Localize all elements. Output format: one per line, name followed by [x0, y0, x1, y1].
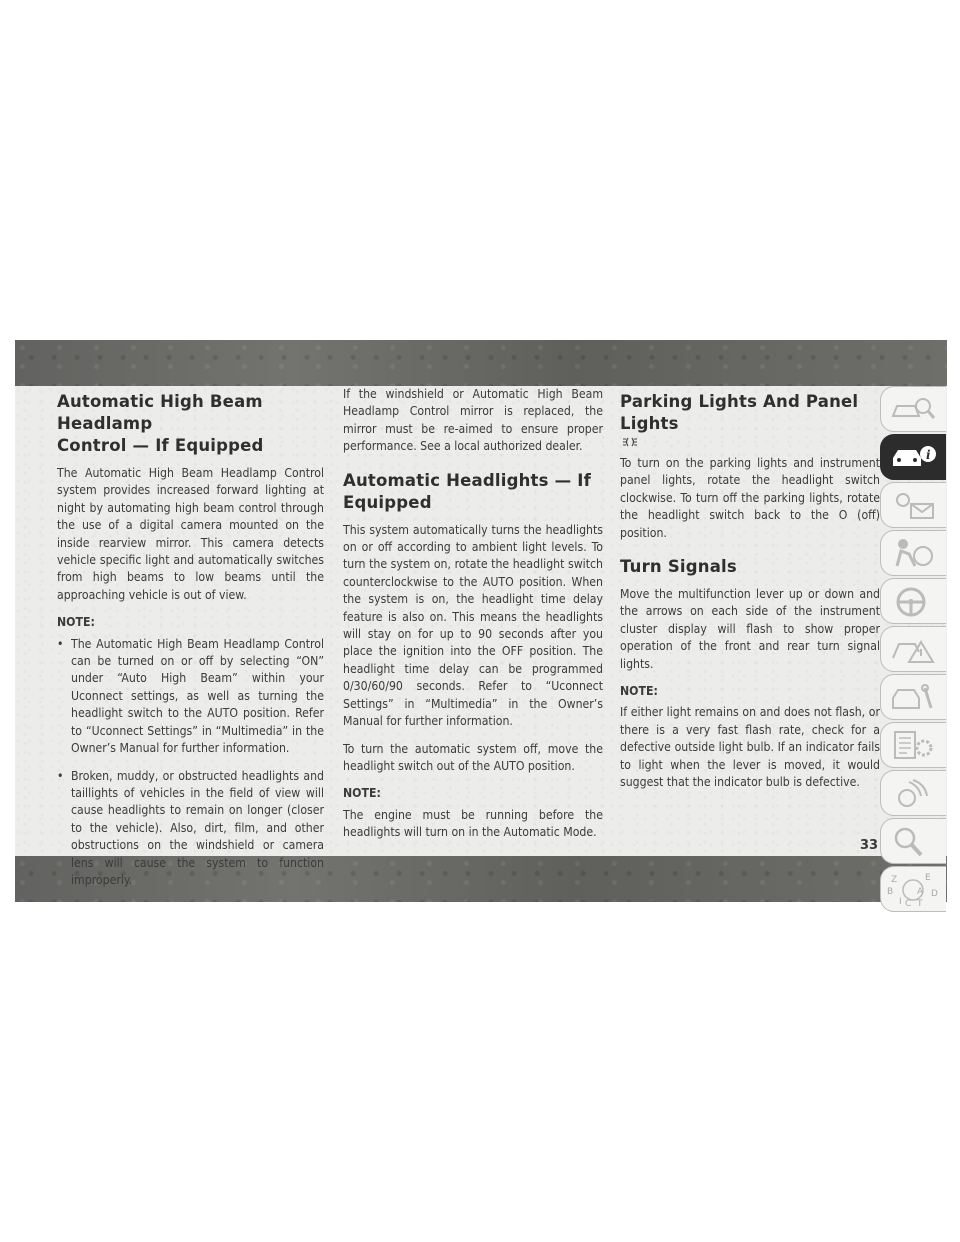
roadside-emergency-icon: [887, 632, 939, 668]
tab-starting-and-operating[interactable]: [880, 578, 946, 624]
middle-column: [343, 386, 603, 852]
index-letter: A: [917, 887, 924, 897]
tab-warning-lights[interactable]: [880, 482, 946, 528]
tab-index[interactable]: [880, 866, 946, 912]
tab-safety[interactable]: [880, 530, 946, 576]
left-column: [57, 391, 324, 899]
tab-getting-to-know-instrument-panel[interactable]: [880, 434, 946, 480]
steering-wheel-icon: [887, 584, 939, 620]
right-column: [620, 391, 880, 802]
airbag-safety-icon: [887, 536, 939, 572]
title-line-1: Automatic Headlights — If: [343, 470, 591, 490]
title-line-1: Automatic High Beam Headlamp: [57, 392, 263, 433]
note-text: The engine must be running before the headlights will turn on in the Automatic Mode.: [343, 807, 603, 840]
index-letter: C: [905, 899, 912, 908]
section-title-auto-high-beam: [57, 391, 324, 457]
note-label: NOTE:: [620, 684, 658, 699]
note-text: If either light remains on and does not flash, or there is a very fast flash rate, check for a defective outside light bulb. If an indicator fails to light when the lever is moved, it would suggest that the indicator bulb is defective.: [620, 705, 880, 790]
auto-high-beam-intro: The Automatic High Beam Headlamp Control system provides increased forward lighting at night by automating high beam control through the use of a digital camera mounted on the inside rearview mirror. This camera detects vehicle specific light and automatically switches from high beams to low beams until the approaching vehicle is out of view.: [57, 466, 324, 602]
list-item: • Broken, muddy, or obstructed headlights and taillights of vehicles in the field of view will cause headlights to remain on longer (closer to the vehicle). Also, dirt, film, and other obstructions on the windshield or camera lens will cause the system to function improperly.: [57, 768, 324, 890]
parking-lights-icon: [622, 437, 638, 447]
index-letter: T: [917, 899, 923, 908]
tab-servicing-and-maintenance[interactable]: [880, 674, 946, 720]
index-letter: B: [887, 887, 894, 897]
title-line-2: Control — If Equipped: [57, 436, 264, 455]
car-search-icon: [887, 392, 939, 428]
index-letter: Z: [891, 875, 898, 885]
svg-text:i: i: [926, 448, 931, 462]
multimedia-icon: [887, 776, 939, 812]
title-line-2: Equipped: [343, 492, 432, 512]
tab-customer-assistance[interactable]: [880, 818, 946, 864]
top-texture-band: [15, 340, 947, 386]
index-letter: E: [925, 873, 931, 883]
index-letter: I: [899, 897, 902, 907]
index-icon: [887, 872, 939, 908]
customer-assistance-search-icon: [887, 824, 939, 860]
tab-in-case-of-emergency[interactable]: [880, 626, 946, 672]
section-title-turn-signals: Turn Signals: [620, 557, 737, 577]
page-number: 33: [860, 838, 879, 853]
index-letter: D: [931, 889, 938, 899]
note-label: NOTE:: [57, 615, 95, 630]
tab-multimedia[interactable]: [880, 770, 946, 816]
list-item: • The Automatic High Beam Headlamp Control can be turned on or off by selecting “ON” under “Auto High Beam” within your Uconnect settings, as well as turning the headlight switch to the AUTO position. Refer to “Uconnect Settings” in “Multimedia” in the Owner’s Manual for further information.: [57, 636, 324, 758]
car-info-icon: [887, 440, 939, 476]
tab-getting-to-know-vehicle[interactable]: [880, 386, 946, 432]
note-bullet-list: [57, 636, 324, 890]
auto-headlights-body: This system automatically turns the headlights on or off according to ambient light levels. To turn the system on, rotate the headlight switch counterclockwise to the AUTO position. When the system is on, the headlight time delay feature is also on. This means the headlights will stay on for up to 90 seconds after you place the ignition into the OFF position. The headlight time delay can be programmed 0/30/60/90 seconds. Refer to “Uconnect Settings” in “Multimedia” in the Owner’s Manual for further information.: [343, 522, 603, 729]
car-service-icon: [887, 680, 939, 716]
parking-lights-body: To turn on the parking lights and instrument panel lights, rotate the headlight switch clockwise. To turn off the parking lights, rotate the headlight switch back to the O (off) position.: [620, 456, 880, 540]
tab-technical-specifications[interactable]: [880, 722, 946, 768]
specifications-icon: [887, 728, 939, 764]
section-title-auto-headlights: [343, 470, 603, 514]
auto-headlights-off: To turn the automatic system off, move the headlight switch out of the AUTO position.: [343, 741, 603, 773]
continued-paragraph: If the windshield or Automatic High Beam Headlamp Control mirror is replaced, the mirror must be re-aimed to ensure proper performance. See a local authorized dealer.: [343, 387, 603, 454]
note-label: NOTE:: [343, 786, 381, 801]
warning-light-message-icon: [887, 488, 939, 524]
turn-signals-body: Move the multifunction lever up or down and the arrows on each side of the instrument cluster display will flash to show proper operation of the front and rear turn signal lights.: [620, 587, 880, 671]
section-title-parking-lights: Parking Lights And Panel Lights: [620, 392, 859, 433]
